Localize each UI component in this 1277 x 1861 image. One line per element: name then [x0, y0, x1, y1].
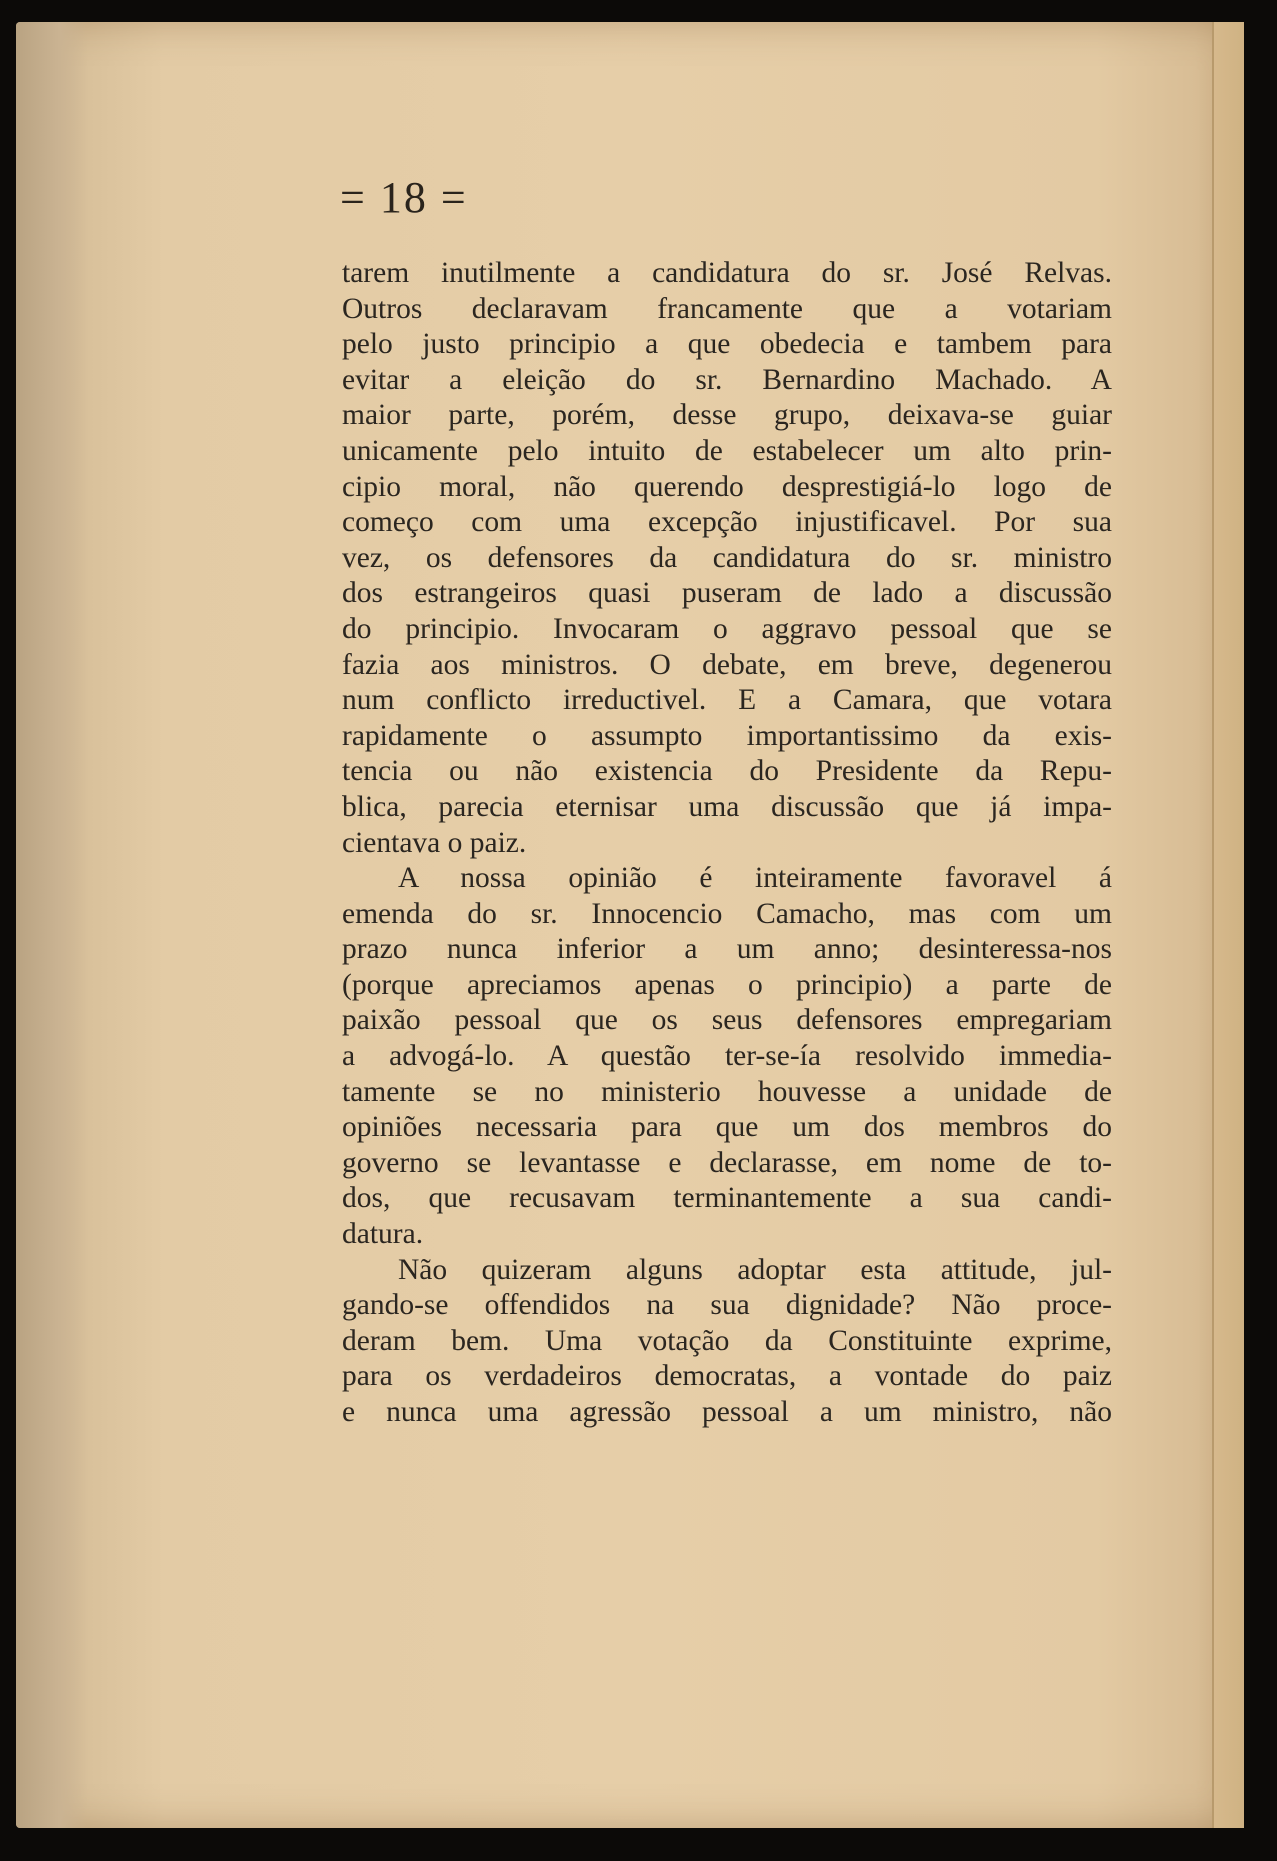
text-line: opiniões necessaria para que um dos membros do [342, 1111, 1112, 1144]
next-page-edge [1212, 22, 1244, 1828]
text-line: emenda do sr. Innocencio Camacho, mas com um [342, 897, 1112, 930]
text-line: tamente se no ministerio houvesse a unidade de [342, 1075, 1112, 1108]
text-line: vez, os defensores da candidatura do sr. ministro [342, 541, 1112, 574]
text-line: maior parte, porém, desse grupo, deixava-se guiar [342, 399, 1112, 432]
body-text [342, 256, 1112, 1431]
text-line: dos estrangeiros quasi puseram de lado a discussão [342, 577, 1112, 610]
page-number-header: = 18 = [340, 173, 468, 222]
text-line: rapidamente o assumpto importantissimo da exis- [342, 719, 1112, 752]
text-line: unicamente pelo intuito de estabelecer um alto prin- [342, 434, 1112, 467]
text-line: (porque apreciamos apenas o principio) a parte de [342, 968, 1112, 1001]
text-line: gando-se offendidos na sua dignidade? Não proce- [342, 1289, 1112, 1322]
text-line: governo se levantasse e declarasse, em nome de to- [342, 1146, 1112, 1179]
text-line: cientava o paiz. [342, 826, 527, 859]
text-line: prazo nunca inferior a um anno; desinteressa-nos [342, 933, 1112, 966]
text-line: do principio. Invocaram o aggravo pessoal que se [342, 612, 1112, 645]
text-line: tencia ou não existencia do Presidente da Repu- [342, 755, 1112, 788]
text-line: começo com uma excepção injustificavel. Por sua [342, 506, 1112, 539]
text-line: dos, que recusavam terminantemente a sua candi- [342, 1182, 1112, 1215]
text-line: para os verdadeiros democratas, a vontade do paiz [342, 1360, 1112, 1393]
text-line: paixão pessoal que os seus defensores empregariam [342, 1004, 1112, 1037]
text-line: Não quizeram alguns adoptar esta attitude, jul- [398, 1253, 1112, 1286]
text-line: tarem inutilmente a candidatura do sr. José Relvas. [342, 257, 1112, 289]
text-line: e nunca uma agressão pessoal a um ministro, não [342, 1396, 1112, 1428]
text-line: pelo justo principio a que obedecia e tambem para [342, 328, 1112, 361]
text-line: datura. [342, 1218, 424, 1251]
text-line: cipio moral, não querendo desprestigiá-lo logo de [342, 470, 1112, 503]
text-line: A nossa opinião é inteiramente favoravel á [398, 862, 1112, 895]
text-line: a advogá-lo. A questão ter-se-ía resolvido immedia- [342, 1040, 1112, 1073]
text-line: fazia aos ministros. O debate, em breve, degenerou [342, 648, 1112, 681]
text-line: deram bem. Uma votação da Constituinte exprime, [342, 1324, 1112, 1357]
text-line: Outros declaravam francamente que a votariam [342, 292, 1112, 325]
text-line: num conflicto irreductivel. E a Camara, que votara [342, 684, 1112, 717]
text-line: blica, parecia eternisar uma discussão que já impa- [342, 790, 1112, 823]
text-line: evitar a eleição do sr. Bernardino Machado. A [342, 363, 1112, 396]
